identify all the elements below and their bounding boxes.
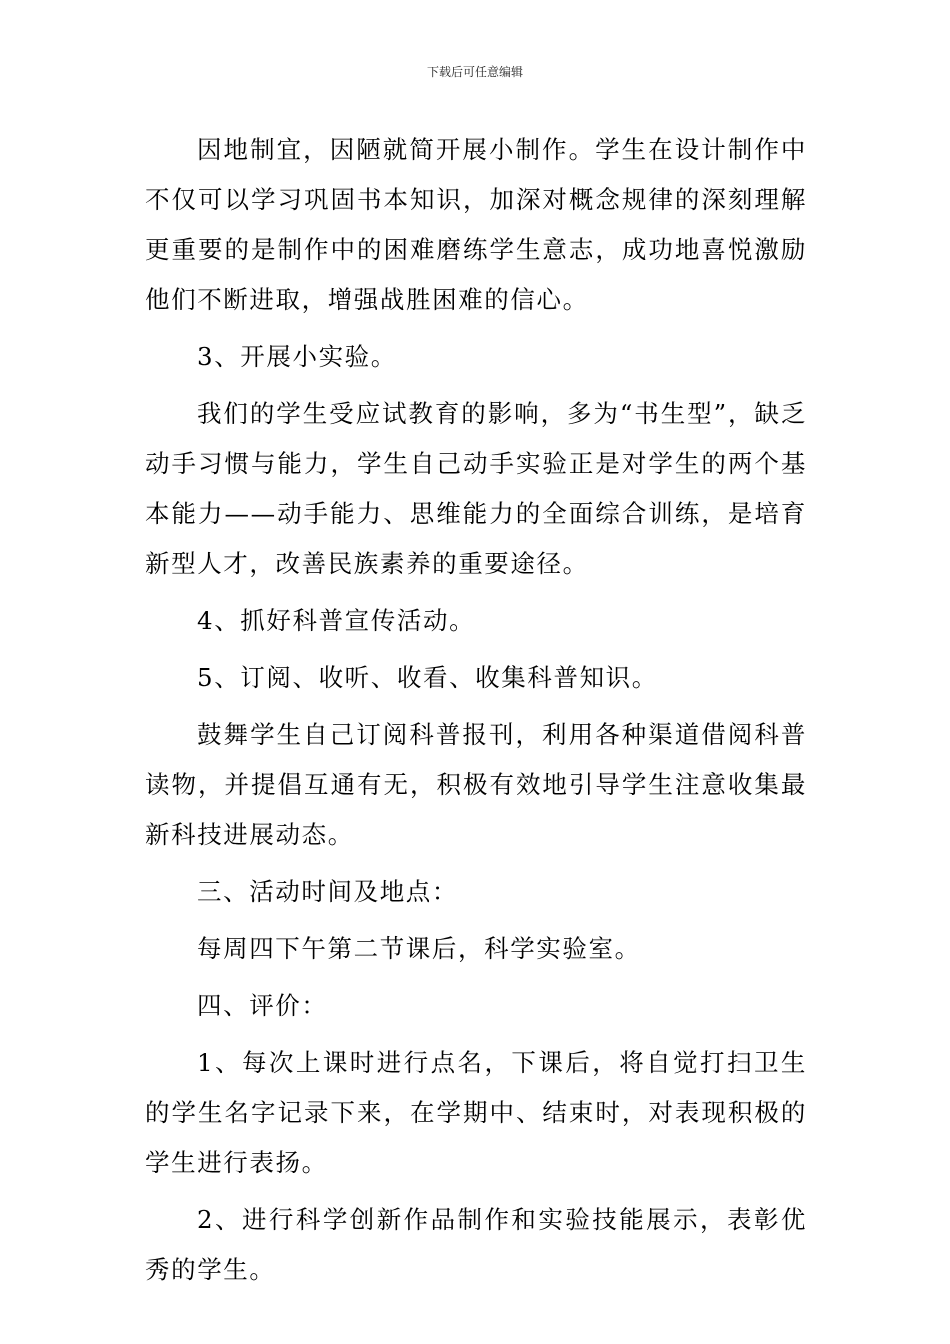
heading-science-promotion: 4、抓好科普宣传活动。 xyxy=(197,606,476,635)
heading-science-knowledge: 5、订阅、收听、收看、收集科普知识。 xyxy=(197,663,658,692)
paragraph-time-location: 每周四下午第二节课后，科学实验室。 xyxy=(197,934,641,963)
page-header-note: 下载后可任意编辑 xyxy=(426,65,523,79)
heading-evaluation: 四、评价： xyxy=(197,991,328,1020)
document-body xyxy=(145,125,807,1295)
heading-time-location: 三、活动时间及地点： xyxy=(197,877,458,906)
paragraph-science-reading: 鼓舞学生自己订阅科普报刊，利用各种渠道借阅科普读物，并提倡互通有无，积极有效地引导学生注意收集最新科技进展动态。 xyxy=(145,720,807,849)
paragraph-small-experiments: 我们的学生受应试教育的影响，多为“书生型”，缺乏动手习惯与能力，学生自己动手实验正是对学生的两个基本能力——动手能力、思维能力的全面综合训练，是培育新型人才，改善民族素养的重要途径。 xyxy=(145,399,807,578)
paragraph-small-production: 因地制宜，因陋就简开展小制作。学生在设计制作中不仅可以学习巩固书本知识，加深对概念规律的深刻理解更重要的是制作中的困难磨练学生意志，成功地喜悦激励他们不断进取，增强战胜困难的信心。 xyxy=(145,135,807,314)
paragraph-evaluation-1: 1、每次上课时进行点名，下课后，将自觉打扫卫生的学生名字记录下来，在学期中、结束时，对表现积极的学生进行表扬。 xyxy=(145,1048,807,1177)
paragraph-evaluation-2: 2、进行科学创新作品制作和实验技能展示，表彰优秀的学生。 xyxy=(145,1205,807,1284)
heading-small-experiments: 3、开展小实验。 xyxy=(197,342,397,371)
